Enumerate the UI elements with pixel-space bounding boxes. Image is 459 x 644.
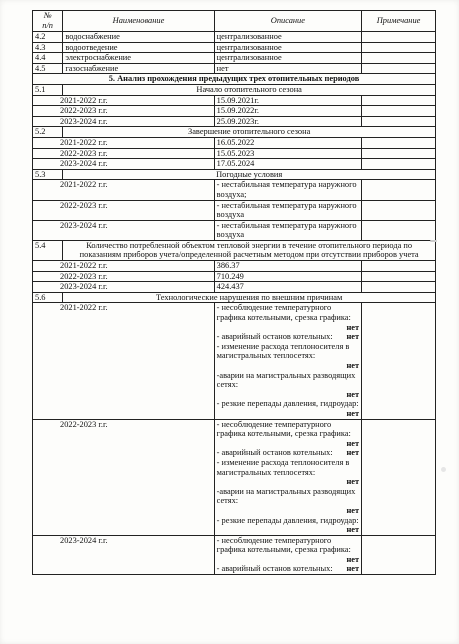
scan-mark <box>430 240 437 242</box>
subsection-title: Количество потребленной объектом тепловой энергии в течение отопительного периода по показаниям приборов учета/определенной расчетным методом при отсутствии приборов учета <box>63 240 436 260</box>
period-label: 2023-2024 г.г. <box>33 220 215 240</box>
period-value: 15.09.2021г. <box>214 95 361 106</box>
table-row <box>33 42 436 53</box>
period-value: 25.09.2023г. <box>214 116 361 127</box>
period-label: 2021-2022 г.г. <box>33 137 215 148</box>
table-row <box>33 282 436 293</box>
period-label: 2022-2023 г.г. <box>33 200 215 220</box>
row-name: газоснабжение <box>63 63 214 74</box>
period-value: 16.05.2022 <box>214 137 361 148</box>
period-label: 2021-2022 г.г. <box>33 95 215 106</box>
row-num: 5.4 <box>33 240 63 260</box>
table-row <box>33 261 436 272</box>
subsection-row <box>33 169 436 180</box>
violations-cell: - несоблюдение температурного графика котельными, срезка графика: нет - аварийный останов котельных: нет - изменение расхода теплоносителя в магистральных теплосетях: нет -аварии на магистральных разводящих сетях: нет - резкие перепады давления, гидроудар: нет <box>214 419 361 535</box>
row-num: 4.2 <box>33 32 63 43</box>
period-label: 2021-2022 г.г. <box>33 261 215 272</box>
period-value: 15.05.2023 <box>214 148 361 159</box>
period-value: 710.249 <box>214 271 361 282</box>
period-value: - нестабильная температура наружного воздуха <box>214 220 361 240</box>
row-desc: централизованное <box>214 53 361 64</box>
period-value: 424.437 <box>214 282 361 293</box>
subsection-title: Технологические нарушения по внешним причинам <box>63 292 436 303</box>
header-name: Наименование <box>63 11 214 32</box>
subsection-row <box>33 127 436 138</box>
row-num: 4.3 <box>33 42 63 53</box>
row-desc: централизованное <box>214 32 361 43</box>
period-label: 2023-2024 г.г. <box>33 116 215 127</box>
row-name: водоснабжение <box>63 32 214 43</box>
table-row <box>33 63 436 74</box>
row-num: 5.1 <box>33 84 63 95</box>
table-row <box>33 32 436 43</box>
subsection-row <box>33 84 436 95</box>
table-row <box>33 95 436 106</box>
period-value: 15.09.2022г. <box>214 106 361 117</box>
period-label: 2022-2023 г.г. <box>33 271 215 282</box>
section-title-row <box>33 74 436 85</box>
subsection-row <box>33 292 436 303</box>
table-row <box>33 303 436 419</box>
period-label: 2023-2024 г.г. <box>33 282 215 293</box>
subsection-title: Завершение отопительного сезона <box>63 127 436 138</box>
table-row <box>33 116 436 127</box>
row-name: электроснабжение <box>63 53 214 64</box>
subsection-row <box>33 240 436 260</box>
table-row <box>33 271 436 282</box>
period-label: 2022-2023 г.г. <box>33 419 215 535</box>
row-num: 5.2 <box>33 127 63 138</box>
period-value: - нестабильная температура наружного воздуха; <box>214 180 361 200</box>
table-row <box>33 53 436 64</box>
period-label: 2022-2023 г.г. <box>33 106 215 117</box>
table-row <box>33 159 436 170</box>
row-desc: нет <box>214 63 361 74</box>
row-num: 4.4 <box>33 53 63 64</box>
violations-cell: - несоблюдение температурного графика котельными, срезка графика: нет - аварийный останов котельных: нет - изменение расхода теплоносителя в магистральных теплосетях: нет -аварии на магистральных разводящих сетях: нет - резкие перепады давления, гидроудар: нет <box>214 303 361 419</box>
header-note: Примечание <box>362 11 436 32</box>
period-label: 2023-2024 г.г. <box>33 535 215 574</box>
period-value: - нестабильная температура наружного воздуха <box>214 200 361 220</box>
report-table <box>32 10 436 575</box>
table-row <box>33 535 436 574</box>
period-label: 2023-2024 г.г. <box>33 159 215 170</box>
punch-hole-icon <box>441 467 446 472</box>
subsection-title: Начало отопительного сезона <box>63 84 436 95</box>
row-num: 5.6 <box>33 292 63 303</box>
section-5-title: 5. Анализ прохождения предыдущих трех отопительных периодов <box>33 74 436 85</box>
period-label: 2022-2023 г.г. <box>33 148 215 159</box>
period-value: 17.05.2024 <box>214 159 361 170</box>
violations-cell: - несоблюдение температурного графика котельными, срезка графика: нет - аварийный останов котельных: нет <box>214 535 361 574</box>
table-row <box>33 419 436 535</box>
row-num: 5.3 <box>33 169 63 180</box>
table-row <box>33 137 436 148</box>
table-row <box>33 106 436 117</box>
period-label: 2021-2022 г.г. <box>33 303 215 419</box>
row-num: 4.5 <box>33 63 63 74</box>
period-value: 386.37 <box>214 261 361 272</box>
table-row <box>33 180 436 200</box>
period-label: 2021-2022 г.г. <box>33 180 215 200</box>
table-header-row <box>33 11 436 32</box>
row-name: водоотведение <box>63 42 214 53</box>
table-row <box>33 220 436 240</box>
subsection-title: Погодные условия <box>63 169 436 180</box>
header-num: № п/п <box>33 11 63 32</box>
table-row <box>33 200 436 220</box>
table-row <box>33 148 436 159</box>
header-description: Описание <box>214 11 361 32</box>
row-desc: централизованное <box>214 42 361 53</box>
